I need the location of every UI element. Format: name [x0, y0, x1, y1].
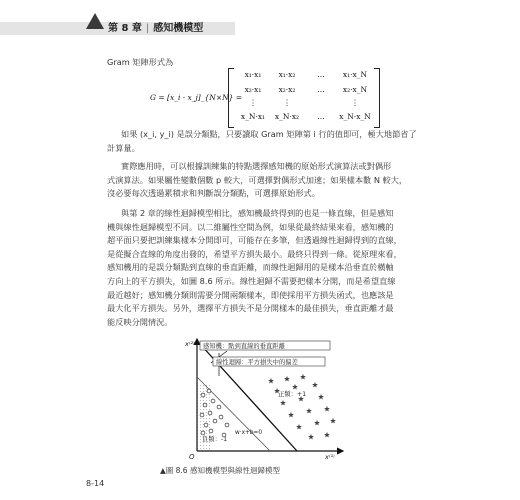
positive-class-label: 正類：+1: [278, 391, 307, 398]
negative-point: [209, 429, 213, 433]
negative-point: [213, 419, 217, 423]
matrix-cell: …: [317, 70, 325, 79]
negative-point: [203, 403, 207, 407]
chapter-title: 感知機模型: [153, 23, 204, 34]
negative-point: [208, 411, 212, 415]
positive-point: [296, 424, 302, 430]
matrix-cell: …: [317, 85, 325, 94]
matrix-lhs: G = [x_i · x_j]_{N×N} =: [150, 93, 243, 102]
running-header: [0, 0, 520, 40]
figure-canvas: [175, 333, 350, 463]
positive-point: [306, 408, 312, 414]
negative-point: [217, 405, 221, 409]
negative-point: [207, 389, 211, 393]
matrix-cell: x₁·x_N: [342, 70, 368, 79]
header-separator: |: [145, 23, 150, 34]
equation-label: w·x+b=0: [235, 430, 263, 436]
positive-point: [288, 412, 294, 418]
text-line: 最大化平方損失。另外，選擇平方損失不是分開樣本的最佳損失，垂直距離才最: [107, 303, 394, 314]
positive-point: [280, 400, 286, 406]
para-application: [107, 160, 407, 201]
text-line: 與第 2 章的線性迴歸模型相比，感知機最終得到的也是一條直線，但是感知: [121, 208, 394, 218]
matrix-row: [236, 70, 372, 82]
figure-caption: ▲圖 8.6 感知機模型與線性迴歸模型: [160, 466, 280, 475]
perceptron-annotation: 感知機：點到直線的垂直距離: [203, 343, 285, 350]
negative-point: [225, 423, 229, 427]
text-line: 感知機用的是誤分類點到直線的垂直距離，而線性迴歸用的是樣本沿垂直於橫軸: [107, 262, 394, 273]
matrix-cell: …: [317, 112, 325, 121]
positive-point: [308, 434, 314, 440]
text-line: 實際應用時，可以根據訓練集的特點選擇感知機的原始形式演算法或對偶形: [121, 161, 392, 171]
negative-point: [201, 431, 205, 435]
text-line: 計算量。: [107, 142, 140, 153]
page-number: 8-14: [86, 479, 105, 488]
positive-point: [324, 432, 330, 438]
matrix-cell: ⋮: [351, 98, 359, 107]
chapter-label: 第 8 章: [108, 23, 142, 34]
matrix-cell: x₁·x₂: [278, 70, 296, 79]
para-comparison: [107, 207, 402, 329]
matrix-cell: x_N·x_N: [339, 112, 371, 121]
positive-point: [292, 384, 298, 390]
positive-point: [330, 418, 336, 424]
linreg-annotation: 線性迴歸：平方損失中的偏差: [216, 359, 298, 366]
text-line: 式演算法。如果屬性變數個數 p 較大，可選擇對偶形式加速；如果樣本數 N 較大，: [107, 174, 408, 185]
text-line: 是從擬合直線的角度出發的，希望平方損失最小。最終只得到一條。從原理來看，: [107, 248, 402, 259]
matrix-right-bracket: [374, 68, 380, 128]
positive-point: [324, 406, 330, 412]
text-line: 沒必要每次透過累積求和判斷誤分類點，可選擇原始形式。: [107, 188, 320, 199]
matrix-cell: x₂·x_N: [342, 85, 368, 94]
matrix-cell: ⋮: [249, 98, 257, 107]
matrix-cell: ⋮: [283, 98, 291, 107]
matrix-row: [236, 85, 372, 97]
header-triangle-icon: [86, 13, 104, 29]
positive-point: [314, 420, 320, 426]
matrix-cell: x₂·x₂: [278, 85, 296, 94]
text-line: 最近越好；感知機分類則需要分開兩類樣本，即使採用平方損失函式，也應該是: [107, 289, 394, 300]
matrix-cell: x₂·x₁: [244, 85, 262, 94]
negative-point: [200, 413, 204, 417]
text-line: 如果 (x_i, y_i) 是誤分類點，只要讀取 Gram 矩陣第 i 行的值即可，極大地節省了: [121, 129, 417, 139]
text-line: 方向上的平方損失，如圖 8.6 所示。線性迴歸不需要把樣本分開，而是希望直線: [107, 275, 396, 286]
negative-class-label: 負類：-1: [202, 436, 228, 443]
x-axis-label: x⁽¹⁾: [325, 453, 335, 461]
matrix-cell: x_N·x₁: [240, 112, 266, 121]
matrix-cell: x₁·x₁: [244, 70, 262, 79]
text-line: 能反映分開情況。: [107, 316, 173, 327]
y-axis-label: x⁽²⁾: [185, 340, 195, 348]
matrix-row: [236, 112, 372, 124]
origin-label: O: [189, 453, 195, 461]
text-line: 超平面只要把訓練集樣本分開即可，可能存在多筆，但透過線性迴歸得到的直線，: [107, 235, 402, 246]
negative-point: [204, 423, 208, 427]
figure-8-6: [175, 333, 350, 463]
negative-point: [201, 393, 205, 397]
para-misclassified: [107, 128, 417, 155]
positive-point: [284, 376, 290, 382]
negative-point: [211, 399, 215, 403]
negative-point: [219, 415, 223, 419]
header-text: [108, 22, 203, 35]
gram-matrix-equation: [150, 66, 380, 130]
positive-point: [300, 374, 306, 380]
text-line: 機與線性迴歸模型不同。以二維屬性空間為例，如果從最終結果來看，感知機的: [107, 221, 394, 232]
positive-point: [318, 394, 324, 400]
positive-point: [268, 378, 274, 384]
matrix-row: [236, 98, 372, 110]
matrix-cell: x_N·x₂: [274, 112, 300, 121]
para-gram-intro: Gram 矩陣形式為: [107, 57, 174, 67]
matrix-left-bracket: [228, 68, 234, 128]
positive-point: [312, 382, 318, 388]
